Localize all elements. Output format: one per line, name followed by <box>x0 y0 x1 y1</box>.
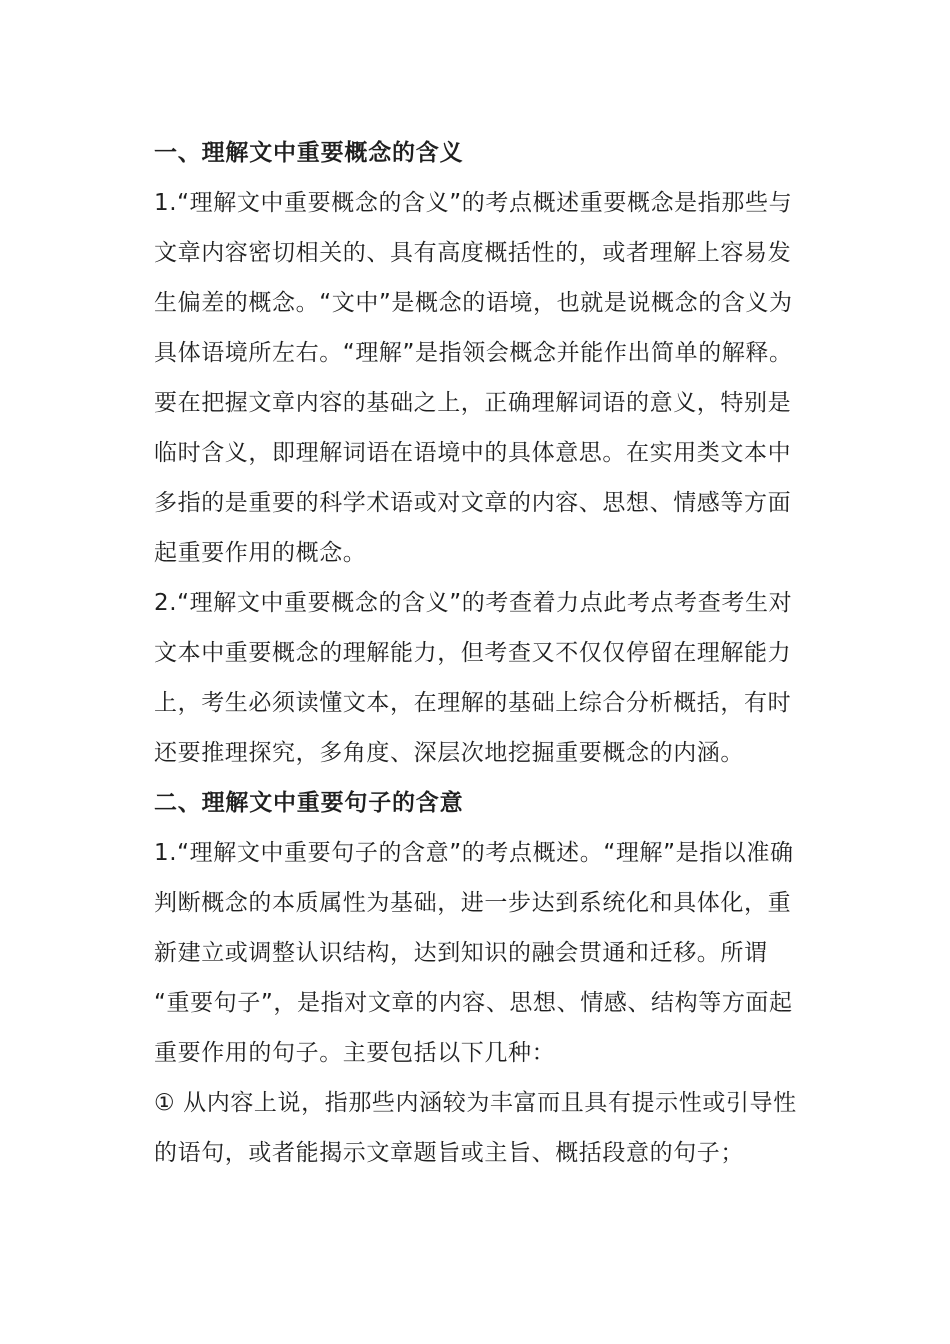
text-line: 还要推理探究，多角度、深层次地挖掘重要概念的内涵。 <box>154 740 744 766</box>
text-line: 重要作用的句子。主要包括以下几种： <box>154 1040 556 1066</box>
text-line: 新建立或调整认识结构，达到知识的融会贯通和迁移。所谓 <box>154 940 768 966</box>
text-line: 具体语境所左右。“理解”是指领会概念并能作出简单的解释。 <box>154 340 793 366</box>
section-heading-2: 二、理解文中重要句子的含意 <box>154 790 464 816</box>
text-line: 要在把握文章内容的基础之上，正确理解词语的意义，特别是 <box>154 390 792 416</box>
text-line: ① 从内容上说，指那些内涵较为丰富而且具有提示性或引导性 <box>154 1090 797 1116</box>
document-page <box>154 128 797 1178</box>
text-line: 的语句，或者能揭示文章题旨或主旨、概括段意的句子； <box>154 1140 744 1166</box>
text-line: 文本中重要概念的理解能力，但考查又不仅仅停留在理解能力 <box>154 640 792 666</box>
text-line: 上，考生必须读懂文本，在理解的基础上综合分析概括，有时 <box>154 690 792 716</box>
text-line: 临时含义，即理解词语在语境中的具体意思。在实用类文本中 <box>154 440 792 466</box>
text-line: 多指的是重要的科学术语或对文章的内容、思想、情感等方面 <box>154 490 792 516</box>
text-line: 2.“理解文中重要概念的含义”的考查着力点此考点考查考生对 <box>154 590 793 616</box>
text-line: 判断概念的本质属性为基础，进一步达到系统化和具体化，重 <box>154 890 792 916</box>
text-line: 起重要作用的概念。 <box>154 540 367 566</box>
text-line: 文章内容密切相关的、具有高度概括性的，或者理解上容易发 <box>154 240 792 266</box>
text-line: 1.“理解文中重要概念的含义”的考点概述重要概念是指那些与 <box>154 190 793 216</box>
text-line: “重要句子”，是指对文章的内容、思想、情感、结构等方面起 <box>154 990 793 1016</box>
section-heading-1: 一、理解文中重要概念的含义 <box>154 140 464 166</box>
text-line: 1.“理解文中重要句子的含意”的考点概述。“理解”是指以准确 <box>154 840 794 866</box>
text-line: 生偏差的概念。“文中”是概念的语境，也就是说概念的含义为 <box>154 290 793 316</box>
